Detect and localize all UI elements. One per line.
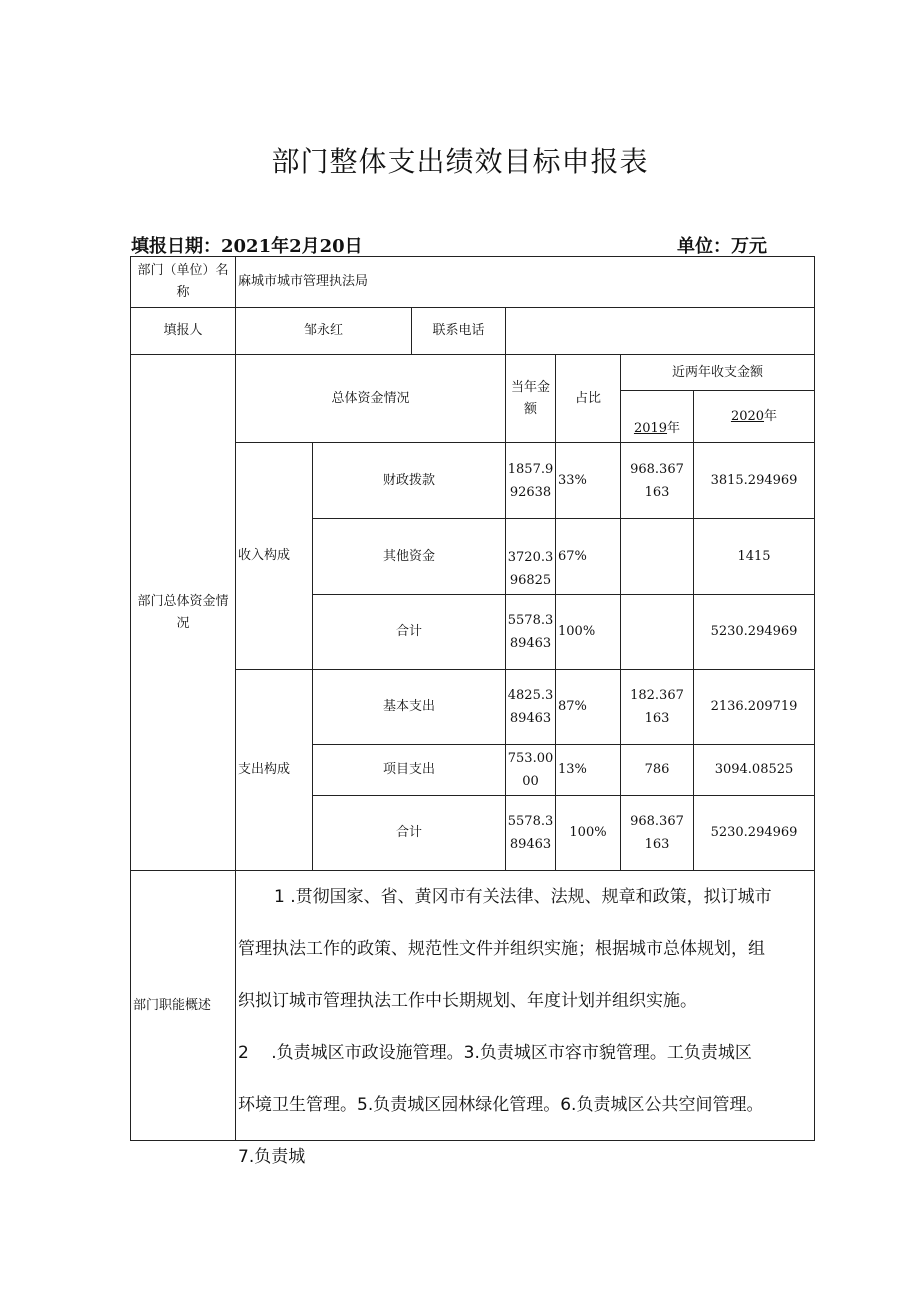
expense-total-2020: 5230.294969 bbox=[693, 795, 815, 871]
year-2020-header bbox=[693, 390, 815, 443]
expense-total-2019: 968.367163 bbox=[620, 795, 694, 871]
project-amount: 753.0000 bbox=[505, 744, 556, 796]
fund-section-label: 部门总体资金情况 bbox=[130, 354, 236, 871]
year-2019-num: 2019 bbox=[633, 421, 668, 436]
ratio-label: 占比 bbox=[555, 354, 621, 443]
expense-label: 支出构成 bbox=[235, 669, 313, 871]
fiscal-2020: 3815.294969 bbox=[693, 442, 815, 519]
income-label: 收入构成 bbox=[235, 442, 313, 670]
income-total-2019 bbox=[620, 594, 694, 670]
expense-total-name: 合计 bbox=[312, 795, 506, 871]
fill-date: 填报日期：2021年2月20日 bbox=[131, 236, 363, 257]
dept-label: 部门（单位）名称 bbox=[130, 256, 236, 308]
other-ratio: 67% bbox=[555, 518, 621, 595]
duty-text bbox=[235, 870, 815, 1167]
expense-total-amount: 5578.389463 bbox=[505, 795, 556, 871]
project-name: 项目支出 bbox=[312, 744, 506, 796]
phone-label: 联系电话 bbox=[411, 307, 506, 355]
fiscal-amount: 1857.992638 bbox=[505, 442, 556, 519]
project-2019: 786 bbox=[620, 744, 694, 796]
basic-amount: 4825.389463 bbox=[505, 669, 556, 745]
basic-name: 基本支出 bbox=[312, 669, 506, 745]
income-total-ratio: 100% bbox=[555, 594, 621, 670]
income-total-amount: 5578.389463 bbox=[505, 594, 556, 670]
basic-ratio: 87% bbox=[555, 669, 621, 745]
fiscal-2019: 968.367163 bbox=[620, 442, 694, 519]
year-2020-num: 2020 bbox=[730, 408, 765, 424]
duty-label: 部门职能概述 bbox=[130, 870, 236, 1141]
filler-label: 填报人 bbox=[130, 307, 236, 355]
dept-name: 麻城市城市管理执法局 bbox=[235, 256, 815, 308]
unit-label: 单位：万元 bbox=[677, 236, 767, 257]
duty-line: 2 .负责城区市政设施管理。3.负责城区市容市貌管理。工负责城区 bbox=[238, 1043, 752, 1063]
duty-line: 管理执法工作的政策、规范性文件并组织实施；根据城市总体规划，组 bbox=[238, 939, 765, 959]
project-ratio: 13% bbox=[555, 744, 621, 796]
other-name: 其他资金 bbox=[312, 518, 506, 595]
basic-2020: 2136.209719 bbox=[693, 669, 815, 745]
project-2020: 3094.08525 bbox=[693, 744, 815, 796]
page-title: 部门整体支出绩效目标申报表 bbox=[271, 145, 649, 178]
phone-value bbox=[505, 307, 815, 355]
other-2020: 1415 bbox=[693, 518, 815, 595]
expense-total-ratio: 100% bbox=[555, 795, 621, 871]
duty-line: 织拟订城市管理执法工作中长期规划、年度计划并组织实施。 bbox=[238, 991, 697, 1011]
duty-line: 7.负责城 bbox=[238, 1147, 306, 1167]
filler-name: 邹永红 bbox=[235, 307, 412, 355]
year-2019-suffix: 年 bbox=[667, 421, 681, 436]
duty-line: 1 .贯彻国家、省、黄冈市有关法律、法规、规章和政策，拟订城市 bbox=[274, 887, 772, 907]
two-year-label: 近两年收支金额 bbox=[620, 354, 815, 391]
other-amount: 3720.396825 bbox=[505, 518, 556, 595]
year-2020-suffix: 年 bbox=[764, 408, 778, 424]
other-2019 bbox=[620, 518, 694, 595]
fiscal-ratio: 33% bbox=[555, 442, 621, 519]
fiscal-name: 财政拨款 bbox=[312, 442, 506, 519]
basic-2019: 182.367163 bbox=[620, 669, 694, 745]
income-total-name: 合计 bbox=[312, 594, 506, 670]
current-amount-label: 当年金额 bbox=[505, 354, 556, 443]
income-total-2020: 5230.294969 bbox=[693, 594, 815, 670]
year-2019-header bbox=[620, 390, 694, 443]
duty-line: 环境卫生管理。5.负责城区园林绿化管理。6.负责城区公共空间管理。 bbox=[238, 1095, 764, 1115]
fund-overview-label: 总体资金情况 bbox=[235, 354, 506, 443]
